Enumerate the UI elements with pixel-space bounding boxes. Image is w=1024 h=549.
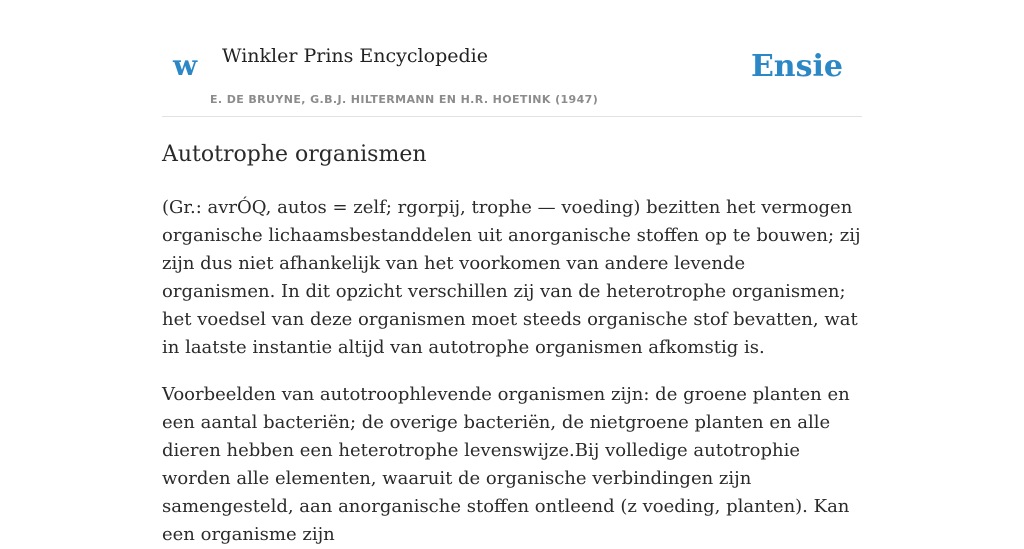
entry-paragraph-2: Voorbeelden van autotroophlevende organismen zijn: de groene planten en een aantal bacteriën; de overige bacteriën, de nietgroene planten en alle dieren hebben een heterotrophe levenswijze.Bij volledige autotrophie worden alle elementen, waaruit de organische verbindingen zijn samengesteld, aan anorganische stoffen ontleend (z voeding, planten). Kan een organisme zijn [162,384,850,545]
entry-content [162,140,862,549]
book-authors: E. DE BRUYNE, G.B.J. HILTERMANN EN H.R. HOETINK (1947) [210,93,599,106]
header [162,0,862,117]
ensie-logo-link[interactable]: Ensie [750,49,843,84]
entry-title: Autotrophe organismen [162,142,427,167]
winkler-prins-logo[interactable]: w [173,49,198,82]
book-title[interactable]: Winkler Prins Encyclopedie [222,45,488,67]
entry-paragraph-1: (Gr.: avrÓQ, autos = zelf; rgorpij, trophe — voeding) bezitten het vermogen organische lichaamsbestanddelen uit anorganische stoffen op te bouwen; zij zijn dus niet afhankelijk van het voorkomen van andere levende organismen. In dit opzicht verschillen zij van de heterotrophe organismen; het voedsel van deze organismen moet steeds organische stof bevatten, wat in laatste instantie altijd van autotrophe organismen afkomstig is. [162,197,861,358]
